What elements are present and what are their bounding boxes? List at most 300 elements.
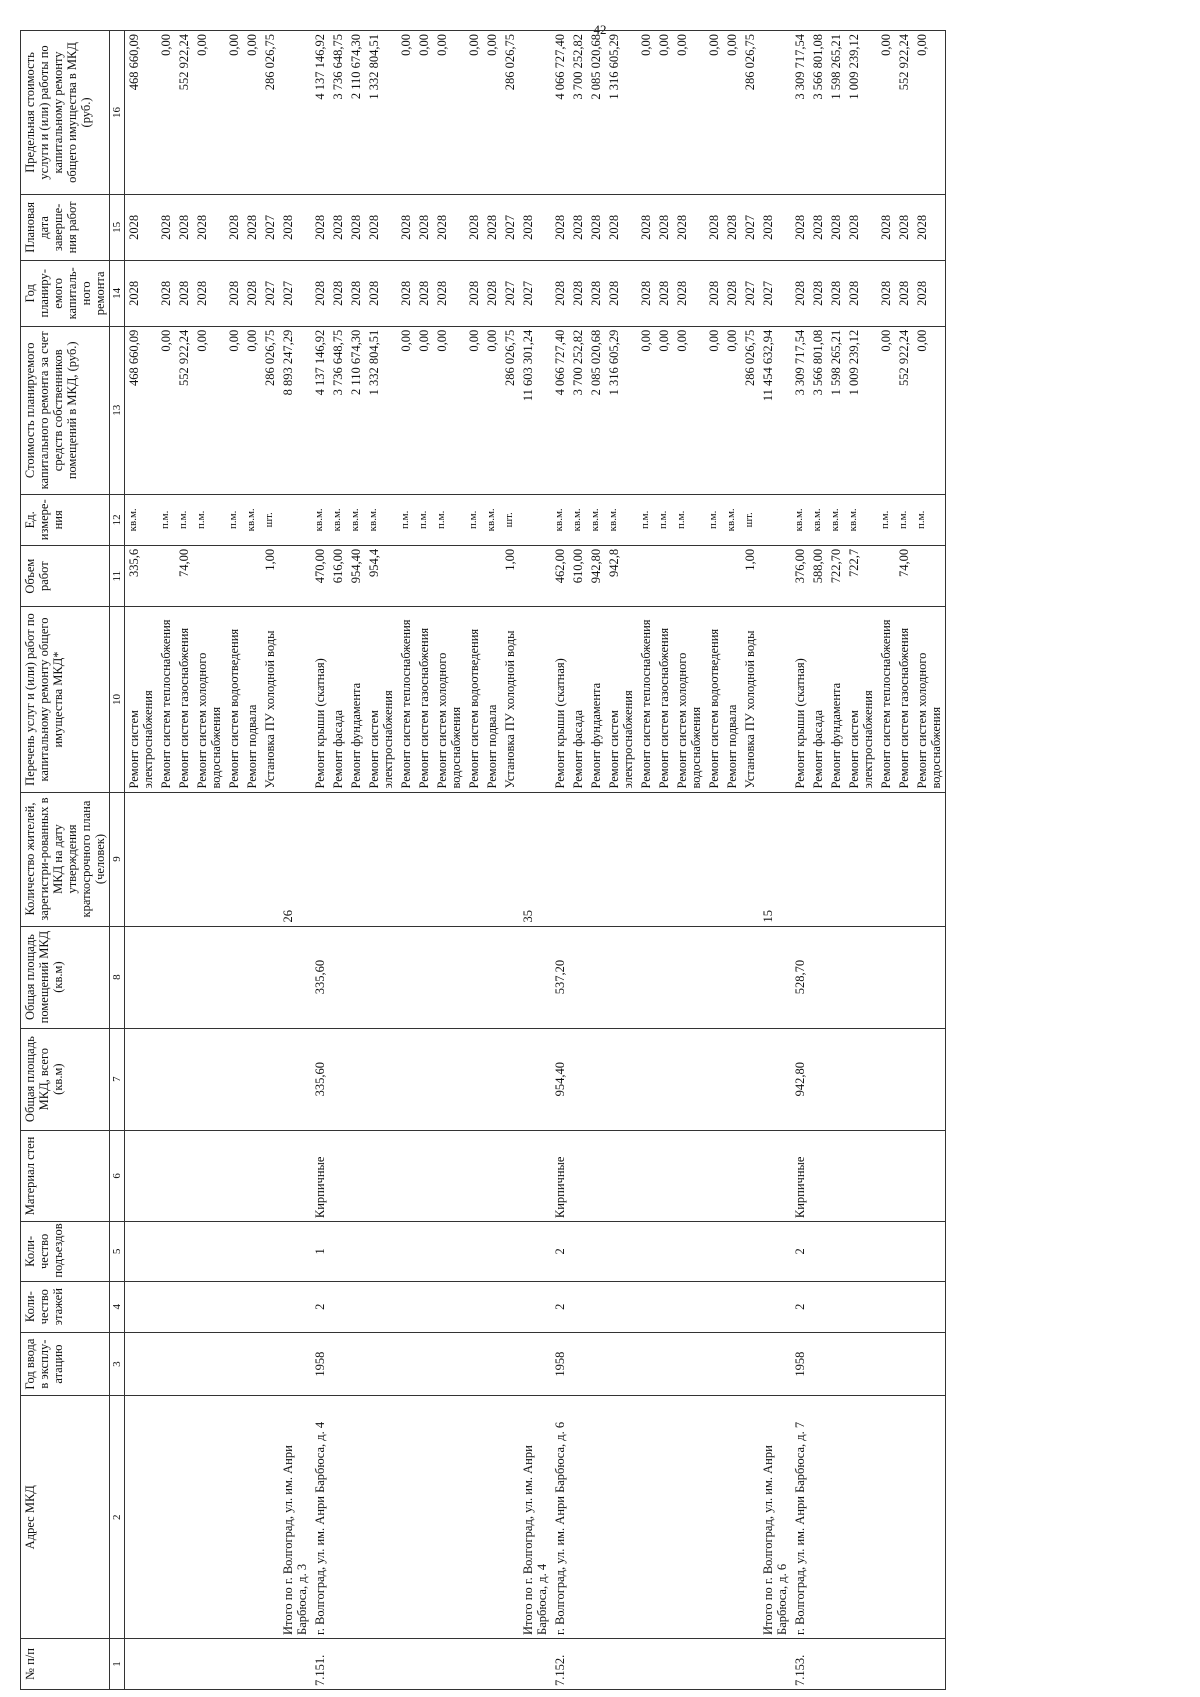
completion-year-cell: 2028	[913, 194, 946, 260]
work-volume-cell	[637, 545, 655, 607]
wall-material-cell	[279, 1130, 311, 1221]
entrances-cell	[225, 1222, 243, 1282]
completion-year-cell: 2028	[551, 194, 569, 260]
total-area-cell	[895, 1028, 913, 1130]
table-row	[501, 31, 519, 1690]
total-area-cell	[225, 1028, 243, 1130]
completion-year-cell: 2028	[723, 194, 741, 260]
unit-cell: п.м.	[895, 494, 913, 545]
total-area-cell	[569, 1028, 587, 1130]
planned-cost-cell: 0,00	[913, 326, 946, 494]
residents-cell	[365, 792, 397, 926]
address-cell	[705, 1396, 723, 1638]
address-cell	[415, 1396, 433, 1638]
completion-year-cell: 2027	[501, 194, 519, 260]
entrances-cell	[243, 1222, 261, 1282]
planned-cost-cell: 8 893 247,29	[279, 326, 311, 494]
table-row	[243, 31, 261, 1690]
premises-area-cell	[329, 926, 347, 1028]
completion-year-cell: 2028	[483, 194, 501, 260]
total-area-cell	[483, 1028, 501, 1130]
premises-area-cell	[637, 926, 655, 1028]
work-type-cell: Ремонт систем водоотведения	[225, 607, 243, 792]
completion-year-cell: 2028	[809, 194, 827, 260]
work-volume-cell	[673, 545, 705, 607]
repair-year-cell: 2027	[261, 260, 279, 326]
floors-cell	[193, 1281, 225, 1332]
row-number-cell: 7.152.	[551, 1638, 569, 1689]
row-number-cell: 7.153.	[791, 1638, 809, 1689]
wall-material-cell	[415, 1130, 433, 1221]
repair-year-cell: 2028	[895, 260, 913, 326]
table-row	[809, 31, 827, 1690]
row-number-cell	[193, 1638, 225, 1689]
repair-year-cell: 2028	[551, 260, 569, 326]
completion-year-cell: 2028	[193, 194, 225, 260]
premises-area-cell	[243, 926, 261, 1028]
cost-limit-cell: 0,00	[637, 31, 655, 195]
wall-material-cell	[243, 1130, 261, 1221]
entrances-cell	[895, 1222, 913, 1282]
repair-year-cell: 2028	[705, 260, 723, 326]
address-cell	[243, 1396, 261, 1638]
completion-year-cell: 2028	[347, 194, 365, 260]
wall-material-cell	[741, 1130, 759, 1221]
work-volume-cell	[193, 545, 225, 607]
entrances-cell	[347, 1222, 365, 1282]
repair-year-cell: 2028	[673, 260, 705, 326]
work-type-cell: Ремонт фасада	[809, 607, 827, 792]
wall-material-cell	[519, 1130, 551, 1221]
total-area-cell	[741, 1028, 759, 1130]
work-volume-cell	[519, 545, 551, 607]
work-type-cell: Установка ПУ холодной воды	[261, 607, 279, 792]
total-area-cell	[415, 1028, 433, 1130]
entrances-cell: 1	[311, 1222, 329, 1282]
planned-cost-cell: 0,00	[637, 326, 655, 494]
table-row	[741, 31, 759, 1690]
repair-year-cell: 2028	[311, 260, 329, 326]
table-row	[877, 31, 895, 1690]
cost-limit-cell: 286 026,75	[741, 31, 759, 195]
work-type-cell: Ремонт фасада	[569, 607, 587, 792]
row-number-cell	[705, 1638, 723, 1689]
premises-area-cell	[845, 926, 877, 1028]
planned-cost-cell: 0,00	[465, 326, 483, 494]
wall-material-cell	[723, 1130, 741, 1221]
work-type-cell: Ремонт крыши (скатная)	[791, 607, 809, 792]
residents-cell	[569, 792, 587, 926]
planned-cost-cell: 0,00	[673, 326, 705, 494]
total-area-cell	[261, 1028, 279, 1130]
address-cell	[175, 1396, 193, 1638]
premises-area-cell	[279, 926, 311, 1028]
column-number: 2	[110, 1396, 125, 1638]
planned-cost-cell: 4 137 146,92	[311, 326, 329, 494]
residents-cell	[243, 792, 261, 926]
row-number-cell	[225, 1638, 243, 1689]
work-volume-cell: 588,00	[809, 545, 827, 607]
work-volume-cell: 954,40	[347, 545, 365, 607]
row-number-cell	[895, 1638, 913, 1689]
entrances-cell	[397, 1222, 415, 1282]
floors-cell	[243, 1281, 261, 1332]
completion-year-cell: 2028	[673, 194, 705, 260]
total-area-cell	[433, 1028, 465, 1130]
row-number-cell	[415, 1638, 433, 1689]
work-type-cell: Ремонт систем холодного водоснабжения	[433, 607, 465, 792]
cost-limit-cell: 0,00	[225, 31, 243, 195]
residents-cell	[913, 792, 946, 926]
floors-cell	[569, 1281, 587, 1332]
work-type-cell: Ремонт фундамента	[347, 607, 365, 792]
premises-area-cell	[827, 926, 845, 1028]
table-header	[21, 31, 125, 1690]
total-area-cell	[827, 1028, 845, 1130]
table-row	[397, 31, 415, 1690]
work-volume-cell: 74,00	[895, 545, 913, 607]
cost-limit-cell: 286 026,75	[261, 31, 279, 195]
column-header: Год ввода в эксплу-атацию	[21, 1332, 110, 1396]
year-built-cell: 1958	[311, 1332, 329, 1396]
unit-cell: п.м.	[225, 494, 243, 545]
total-area-cell	[193, 1028, 225, 1130]
work-type-cell: Ремонт систем газоснабжения	[895, 607, 913, 792]
column-number-row	[110, 31, 125, 1690]
total-area-cell	[125, 1028, 158, 1130]
address-cell	[877, 1396, 895, 1638]
repair-year-cell: 2028	[329, 260, 347, 326]
repair-year-cell: 2028	[433, 260, 465, 326]
row-number-cell	[845, 1638, 877, 1689]
work-volume-cell: 1,00	[741, 545, 759, 607]
table-row	[347, 31, 365, 1690]
completion-year-cell: 2028	[605, 194, 637, 260]
wall-material-cell	[225, 1130, 243, 1221]
work-volume-cell	[243, 545, 261, 607]
work-volume-cell	[397, 545, 415, 607]
entrances-cell	[587, 1222, 605, 1282]
entrances-cell	[329, 1222, 347, 1282]
completion-year-cell: 2028	[125, 194, 158, 260]
cost-limit-cell: 0,00	[483, 31, 501, 195]
address-cell	[433, 1396, 465, 1638]
unit-cell: кв.м.	[827, 494, 845, 545]
year-built-cell	[225, 1332, 243, 1396]
planned-cost-cell: 0,00	[433, 326, 465, 494]
floors-cell	[895, 1281, 913, 1332]
repair-year-cell: 2028	[175, 260, 193, 326]
year-built-cell	[809, 1332, 827, 1396]
cost-limit-cell	[519, 31, 551, 195]
table-row	[465, 31, 483, 1690]
entrances-cell	[741, 1222, 759, 1282]
column-header: Коли-чество этажей	[21, 1281, 110, 1332]
address-cell	[913, 1396, 946, 1638]
premises-area-cell	[605, 926, 637, 1028]
work-type-cell: Ремонт систем холодного водоснабжения	[673, 607, 705, 792]
premises-area-cell	[193, 926, 225, 1028]
column-header: Количество жителей, зарегистри-рованных в МКД на дату утверждения краткосрочного плана (человек)	[21, 792, 110, 926]
completion-year-cell: 2028	[397, 194, 415, 260]
address-cell	[193, 1396, 225, 1638]
total-area-cell	[465, 1028, 483, 1130]
unit-cell	[519, 494, 551, 545]
planned-cost-cell: 0,00	[243, 326, 261, 494]
repair-year-cell: 2028	[877, 260, 895, 326]
table-row	[551, 31, 569, 1690]
premises-area-cell	[913, 926, 946, 1028]
planned-cost-cell: 0,00	[157, 326, 175, 494]
address-cell	[569, 1396, 587, 1638]
work-type-cell: Ремонт систем водоотведения	[465, 607, 483, 792]
row-number-cell	[261, 1638, 279, 1689]
floors-cell	[759, 1281, 791, 1332]
address-cell	[827, 1396, 845, 1638]
planned-cost-cell: 4 066 727,40	[551, 326, 569, 494]
column-header: Материал стен	[21, 1130, 110, 1221]
entrances-cell	[569, 1222, 587, 1282]
year-built-cell: 1958	[791, 1332, 809, 1396]
planned-cost-cell: 3 736 648,75	[329, 326, 347, 494]
residents-cell	[655, 792, 673, 926]
wall-material-cell	[655, 1130, 673, 1221]
repair-year-cell: 2028	[569, 260, 587, 326]
table-row	[193, 31, 225, 1690]
completion-year-cell: 2028	[569, 194, 587, 260]
total-area-cell	[397, 1028, 415, 1130]
planned-cost-cell: 468 660,09	[125, 326, 158, 494]
entrances-cell	[759, 1222, 791, 1282]
residents-cell: 26	[279, 792, 311, 926]
entrances-cell	[655, 1222, 673, 1282]
completion-year-cell: 2028	[655, 194, 673, 260]
address-cell	[125, 1396, 158, 1638]
repair-year-cell: 2027	[279, 260, 311, 326]
work-volume-cell	[279, 545, 311, 607]
completion-year-cell: 2028	[243, 194, 261, 260]
entrances-cell: 2	[551, 1222, 569, 1282]
column-number: 5	[110, 1222, 125, 1282]
work-volume-cell: 942,8	[605, 545, 637, 607]
planned-cost-cell: 1 332 804,51	[365, 326, 397, 494]
completion-year-cell: 2028	[329, 194, 347, 260]
premises-area-cell	[347, 926, 365, 1028]
premises-area-cell	[365, 926, 397, 1028]
row-number-cell	[605, 1638, 637, 1689]
year-built-cell	[877, 1332, 895, 1396]
cost-limit-cell: 0,00	[913, 31, 946, 195]
planned-cost-cell: 0,00	[483, 326, 501, 494]
column-header: Предельная стоимость услуги и (или) работы по капитальному ремонту общего имущества в МКД (руб.)	[21, 31, 110, 195]
column-header: Ед. измере-ния	[21, 494, 110, 545]
cost-limit-cell: 552 922,24	[175, 31, 193, 195]
premises-area-cell	[723, 926, 741, 1028]
entrances-cell	[845, 1222, 877, 1282]
entrances-cell	[279, 1222, 311, 1282]
work-volume-cell: 942,80	[587, 545, 605, 607]
work-volume-cell: 722,7	[845, 545, 877, 607]
year-built-cell	[569, 1332, 587, 1396]
floors-cell	[365, 1281, 397, 1332]
work-volume-cell: 610,00	[569, 545, 587, 607]
work-volume-cell	[723, 545, 741, 607]
work-type-cell: Ремонт фасада	[329, 607, 347, 792]
cost-limit-cell: 1 316 605,29	[605, 31, 637, 195]
year-built-cell	[397, 1332, 415, 1396]
work-volume-cell	[705, 545, 723, 607]
cost-limit-cell: 1 332 804,51	[365, 31, 397, 195]
unit-cell: п.м.	[397, 494, 415, 545]
table-row	[433, 31, 465, 1690]
row-number-cell	[433, 1638, 465, 1689]
planned-cost-cell: 3 700 252,82	[569, 326, 587, 494]
work-volume-cell: 462,00	[551, 545, 569, 607]
premises-area-cell	[569, 926, 587, 1028]
completion-year-cell: 2028	[365, 194, 397, 260]
column-number: 3	[110, 1332, 125, 1396]
table-row	[705, 31, 723, 1690]
total-area-cell	[347, 1028, 365, 1130]
repair-year-cell: 2028	[845, 260, 877, 326]
premises-area-cell	[655, 926, 673, 1028]
floors-cell	[809, 1281, 827, 1332]
residents-cell	[605, 792, 637, 926]
column-number: 9	[110, 792, 125, 926]
column-header: Стоимость планируемого капитального ремонта за счет средств собственников помещений в МКД, (руб.)	[21, 326, 110, 494]
total-area-cell	[365, 1028, 397, 1130]
year-built-cell	[243, 1332, 261, 1396]
work-volume-cell	[225, 545, 243, 607]
year-built-cell: 1958	[551, 1332, 569, 1396]
year-built-cell	[125, 1332, 158, 1396]
row-number-cell	[157, 1638, 175, 1689]
repair-year-cell: 2028	[637, 260, 655, 326]
wall-material-cell	[483, 1130, 501, 1221]
residents-cell	[347, 792, 365, 926]
unit-cell: шт.	[261, 494, 279, 545]
address-cell	[723, 1396, 741, 1638]
address-cell: Итого по г. Волгоград, ул. им. Анри Барбюса, д. 6	[759, 1396, 791, 1638]
address-cell: г. Волгоград, ул. им. Анри Барбюса, д. 4	[311, 1396, 329, 1638]
residents-cell	[877, 792, 895, 926]
planned-cost-cell: 0,00	[193, 326, 225, 494]
address-cell	[895, 1396, 913, 1638]
planned-cost-cell: 0,00	[655, 326, 673, 494]
floors-cell: 2	[551, 1281, 569, 1332]
completion-year-cell: 2028	[637, 194, 655, 260]
completion-year-cell: 2028	[433, 194, 465, 260]
residents-cell	[741, 792, 759, 926]
unit-cell: п.м.	[157, 494, 175, 545]
work-type-cell	[279, 607, 311, 792]
cost-limit-cell: 0,00	[243, 31, 261, 195]
table-row	[519, 31, 551, 1690]
year-built-cell	[347, 1332, 365, 1396]
work-volume-cell: 74,00	[175, 545, 193, 607]
planned-cost-cell: 286 026,75	[261, 326, 279, 494]
floors-cell	[637, 1281, 655, 1332]
residents-cell	[845, 792, 877, 926]
wall-material-cell: Кирпичные	[791, 1130, 809, 1221]
repair-year-cell: 2028	[827, 260, 845, 326]
cost-limit-cell: 0,00	[433, 31, 465, 195]
unit-cell: кв.м.	[243, 494, 261, 545]
residents-cell	[433, 792, 465, 926]
work-volume-cell: 335,6	[125, 545, 158, 607]
row-number-cell	[365, 1638, 397, 1689]
year-built-cell	[261, 1332, 279, 1396]
address-cell: г. Волгоград, ул. им. Анри Барбюса, д. 6	[551, 1396, 569, 1638]
unit-cell: кв.м.	[365, 494, 397, 545]
table-row	[791, 31, 809, 1690]
work-type-cell: Установка ПУ холодной воды	[501, 607, 519, 792]
floors-cell	[587, 1281, 605, 1332]
entrances-cell	[673, 1222, 705, 1282]
floors-cell	[225, 1281, 243, 1332]
table-row	[569, 31, 587, 1690]
repair-year-cell: 2028	[791, 260, 809, 326]
table-row	[311, 31, 329, 1690]
table-row	[913, 31, 946, 1690]
total-area-cell: 335,60	[311, 1028, 329, 1130]
work-type-cell: Ремонт систем теплоснабжения	[157, 607, 175, 792]
repair-year-cell: 2028	[225, 260, 243, 326]
cost-limit-cell: 2 085 020,68	[587, 31, 605, 195]
work-type-cell: Ремонт крыши (скатная)	[311, 607, 329, 792]
residents-cell	[415, 792, 433, 926]
work-volume-cell: 376,00	[791, 545, 809, 607]
floors-cell	[415, 1281, 433, 1332]
unit-cell: п.м.	[465, 494, 483, 545]
repair-year-cell: 2028	[193, 260, 225, 326]
unit-cell: кв.м.	[569, 494, 587, 545]
entrances-cell	[365, 1222, 397, 1282]
residents-cell	[637, 792, 655, 926]
address-cell	[655, 1396, 673, 1638]
residents-cell	[587, 792, 605, 926]
column-header: Общая площадь помещений МКД (кв.м)	[21, 926, 110, 1028]
page-number-label: 42	[593, 22, 607, 37]
repair-year-cell: 2028	[415, 260, 433, 326]
repair-year-cell: 2028	[365, 260, 397, 326]
table-row	[827, 31, 845, 1690]
cost-limit-cell: 0,00	[655, 31, 673, 195]
total-area-cell: 954,40	[551, 1028, 569, 1130]
table-row	[637, 31, 655, 1690]
row-number-cell	[741, 1638, 759, 1689]
work-type-cell: Ремонт систем электроснабжения	[125, 607, 158, 792]
wall-material-cell	[569, 1130, 587, 1221]
unit-cell: кв.м.	[329, 494, 347, 545]
work-volume-cell	[433, 545, 465, 607]
cost-limit-cell: 0,00	[415, 31, 433, 195]
column-number: 15	[110, 194, 125, 260]
premises-area-cell	[433, 926, 465, 1028]
row-number-cell	[827, 1638, 845, 1689]
premises-area-cell	[705, 926, 723, 1028]
unit-cell: п.м.	[877, 494, 895, 545]
work-type-cell	[519, 607, 551, 792]
row-number-cell	[501, 1638, 519, 1689]
premises-area-cell	[157, 926, 175, 1028]
address-cell	[347, 1396, 365, 1638]
floors-cell	[279, 1281, 311, 1332]
total-area-cell	[637, 1028, 655, 1130]
work-type-cell: Установка ПУ холодной воды	[741, 607, 759, 792]
repair-year-cell: 2027	[741, 260, 759, 326]
row-number-cell	[587, 1638, 605, 1689]
